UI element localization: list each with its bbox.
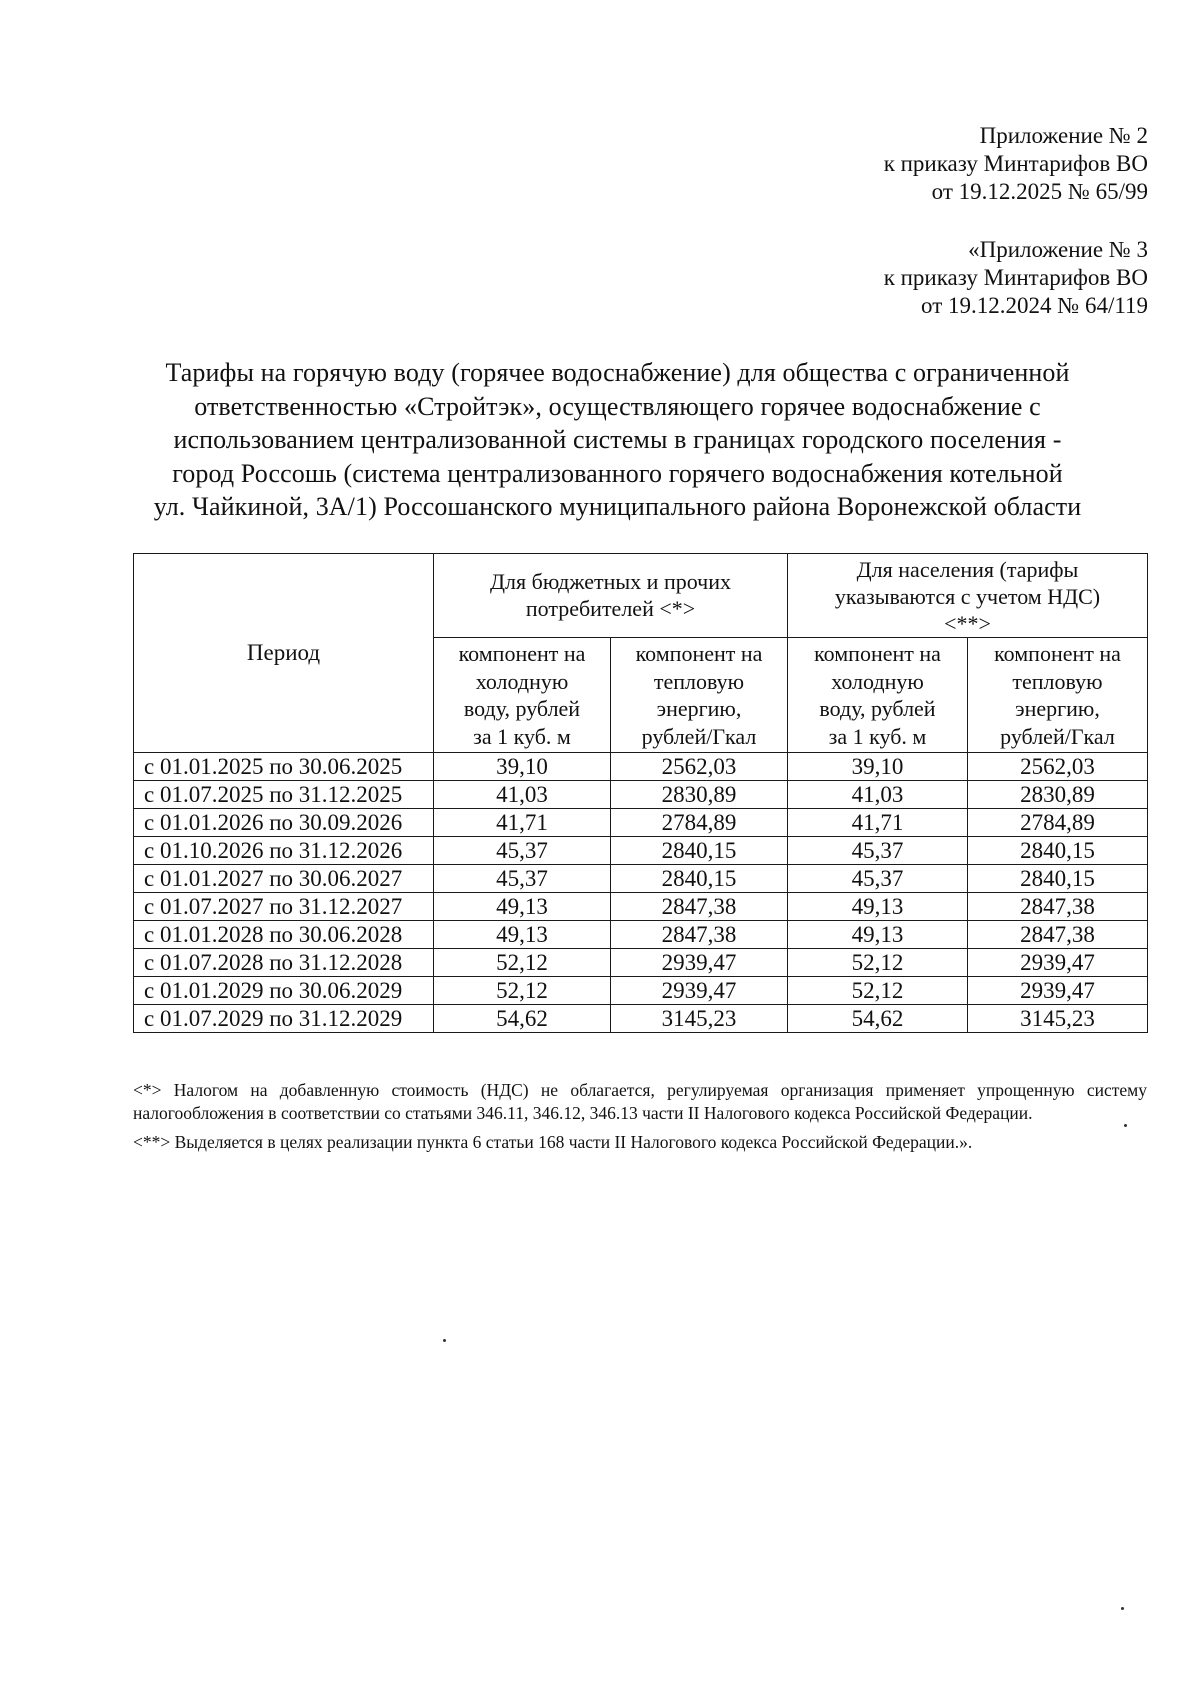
budget-cold-cell: 49,13 xyxy=(434,921,611,949)
period-cell: с 01.01.2028 по 30.06.2028 xyxy=(134,921,434,949)
population-heat-cell: 3145,23 xyxy=(968,1005,1148,1033)
sub-header-line: компонент на xyxy=(635,641,763,666)
footnotes xyxy=(133,1079,1147,1154)
appendix-3-order-ref: к приказу Минтарифов ВО xyxy=(883,265,1148,290)
period-cell: с 01.07.2028 по 31.12.2028 xyxy=(134,949,434,977)
table-row xyxy=(134,893,1148,921)
table-row xyxy=(134,949,1148,977)
budget-heat-cell: 2784,89 xyxy=(611,809,788,837)
sub-header-line: тепловую xyxy=(653,668,745,694)
population-cold-water-header xyxy=(788,638,968,753)
budget-heat-cell: 2939,47 xyxy=(611,977,788,1005)
table-row xyxy=(134,781,1148,809)
budget-heat-cell: 2847,38 xyxy=(611,893,788,921)
population-cold-cell: 41,03 xyxy=(788,781,968,809)
population-cold-cell: 49,13 xyxy=(788,893,968,921)
budget-cold-cell: 54,62 xyxy=(434,1005,611,1033)
period-cell: с 01.01.2025 по 30.06.2025 xyxy=(134,753,434,781)
sub-header-line: компонент на xyxy=(814,641,941,666)
sub-header-line: воду, рублей xyxy=(819,696,936,721)
budget-cold-water-header xyxy=(434,638,611,753)
sub-header-line: энергию, xyxy=(656,696,742,721)
population-heat-cell: 2847,38 xyxy=(968,893,1148,921)
sub-header-line: энергию, xyxy=(1015,696,1100,721)
appendix-2-header xyxy=(884,122,1148,206)
title-line: использованием централизованной системы в границах городского поселения - xyxy=(173,425,1062,454)
budget-cold-cell: 45,37 xyxy=(434,837,611,865)
appendix-3-number: «Приложение № 3 xyxy=(968,237,1148,262)
title-line: ответственностью «Стройтэк», осуществляющего горячее водоснабжение с xyxy=(194,391,1041,421)
population-heat-cell: 2939,47 xyxy=(968,977,1148,1005)
sub-header-line: холодную xyxy=(831,668,924,694)
budget-heat-cell: 2939,47 xyxy=(611,949,788,977)
budget-heat-cell: 3145,23 xyxy=(611,1005,788,1033)
table-row xyxy=(134,837,1148,865)
period-cell: с 01.07.2025 по 31.12.2025 xyxy=(134,781,434,809)
budget-header-line: потребителей <*> xyxy=(525,596,696,621)
budget-cold-cell: 49,13 xyxy=(434,893,611,921)
population-heat-cell: 2840,15 xyxy=(968,865,1148,893)
budget-cold-cell: 41,03 xyxy=(434,781,611,809)
period-cell: с 01.01.2029 по 30.06.2029 xyxy=(134,977,434,1005)
population-header-line: указываются с учетом НДС) xyxy=(834,584,1101,609)
population-heat-energy-header xyxy=(968,638,1148,753)
document-title xyxy=(110,356,1125,524)
population-heat-cell: 2784,89 xyxy=(968,809,1148,837)
sub-header-line: за 1 куб. м xyxy=(828,723,927,749)
budget-cold-cell: 41,71 xyxy=(434,809,611,837)
population-cold-cell: 52,12 xyxy=(788,949,968,977)
population-header xyxy=(788,554,1148,638)
appendix-3-header xyxy=(884,236,1148,320)
period-cell: с 01.10.2026 по 31.12.2026 xyxy=(134,837,434,865)
sub-header-line: компонент на xyxy=(994,641,1121,666)
sub-header-line: компонент на xyxy=(458,641,586,666)
population-cold-cell: 45,37 xyxy=(788,837,968,865)
population-heat-cell: 2939,47 xyxy=(968,949,1148,977)
sub-header-line: воду, рублей xyxy=(463,696,581,721)
title-line: город Россошь (система централизованного горячего водоснабжения котельной xyxy=(172,458,1063,488)
budget-heat-cell: 2562,03 xyxy=(611,753,788,781)
budget-heat-cell: 2830,89 xyxy=(611,781,788,809)
budget-heat-cell: 2840,15 xyxy=(611,865,788,893)
budget-header-line: Для бюджетных и прочих xyxy=(490,569,731,594)
budget-heat-energy-header xyxy=(611,638,788,753)
population-heat-cell: 2840,15 xyxy=(968,837,1148,865)
table-row xyxy=(134,977,1148,1005)
table-row xyxy=(134,921,1148,949)
table-row xyxy=(134,753,1148,781)
period-cell: с 01.07.2027 по 31.12.2027 xyxy=(134,893,434,921)
population-header-line: Для населения (тарифы xyxy=(856,557,1079,582)
budget-cold-cell: 45,37 xyxy=(434,865,611,893)
table-row xyxy=(134,865,1148,893)
budget-heat-cell: 2847,38 xyxy=(611,921,788,949)
table-row xyxy=(134,809,1148,837)
population-heat-cell: 2830,89 xyxy=(968,781,1148,809)
tariff-table xyxy=(133,553,1148,1033)
sub-header-line: за 1 куб. м xyxy=(473,723,571,749)
sub-header-line: холодную xyxy=(475,668,569,694)
footnote-vat-allocated: <**> Выделяется в целях реализации пункта 6 статьи 168 части II Налогового кодекса Российской Федерации.». xyxy=(133,1132,973,1152)
population-header-line: <**> xyxy=(944,611,991,636)
budget-cold-cell: 39,10 xyxy=(434,753,611,781)
period-cell: с 01.01.2027 по 30.06.2027 xyxy=(134,865,434,893)
population-cold-cell: 41,71 xyxy=(788,809,968,837)
sub-header-line: тепловую xyxy=(1012,668,1103,694)
population-cold-cell: 45,37 xyxy=(788,865,968,893)
sub-header-line: рублей/Гкал xyxy=(641,723,757,749)
appendix-2-order-ref: к приказу Минтарифов ВО xyxy=(883,151,1148,176)
appendix-2-order-date: от 19.12.2025 № 65/99 xyxy=(931,179,1148,204)
population-cold-cell: 52,12 xyxy=(788,977,968,1005)
title-line: ул. Чайкиной, 3А/1) Россошанского муниципального района Воронежской области xyxy=(153,492,1082,521)
table-row xyxy=(134,1005,1148,1033)
footnote-vat-exempt: <*> Налогом на добавленную стоимость (НДС) не облагается, регулируемая организация применяет упрощенную систему налогообложения в соответствии со статьями 346.11, 346.12, 346.13 части II Налогового кодекса Российской Федерации. xyxy=(133,1080,1147,1123)
population-cold-cell: 39,10 xyxy=(788,753,968,781)
title-line: Тарифы на горячую воду (горячее водоснабжение) для общества с ограниченной xyxy=(165,358,1070,387)
scan-speck xyxy=(1121,1607,1124,1610)
population-cold-cell: 54,62 xyxy=(788,1005,968,1033)
period-cell: с 01.07.2029 по 31.12.2029 xyxy=(134,1005,434,1033)
period-cell: с 01.01.2026 по 30.09.2026 xyxy=(134,809,434,837)
appendix-3-order-date: от 19.12.2024 № 64/119 xyxy=(921,293,1148,318)
appendix-2-number: Приложение № 2 xyxy=(979,123,1148,148)
period-column-header: Период xyxy=(134,554,434,753)
budget-cold-cell: 52,12 xyxy=(434,949,611,977)
population-heat-cell: 2562,03 xyxy=(968,753,1148,781)
budget-consumers-header xyxy=(434,554,788,638)
population-cold-cell: 49,13 xyxy=(788,921,968,949)
scan-speck xyxy=(443,1339,446,1342)
budget-heat-cell: 2840,15 xyxy=(611,837,788,865)
population-heat-cell: 2847,38 xyxy=(968,921,1148,949)
scan-speck xyxy=(1124,1124,1127,1127)
sub-header-line: рублей/Гкал xyxy=(1000,723,1115,749)
budget-cold-cell: 52,12 xyxy=(434,977,611,1005)
